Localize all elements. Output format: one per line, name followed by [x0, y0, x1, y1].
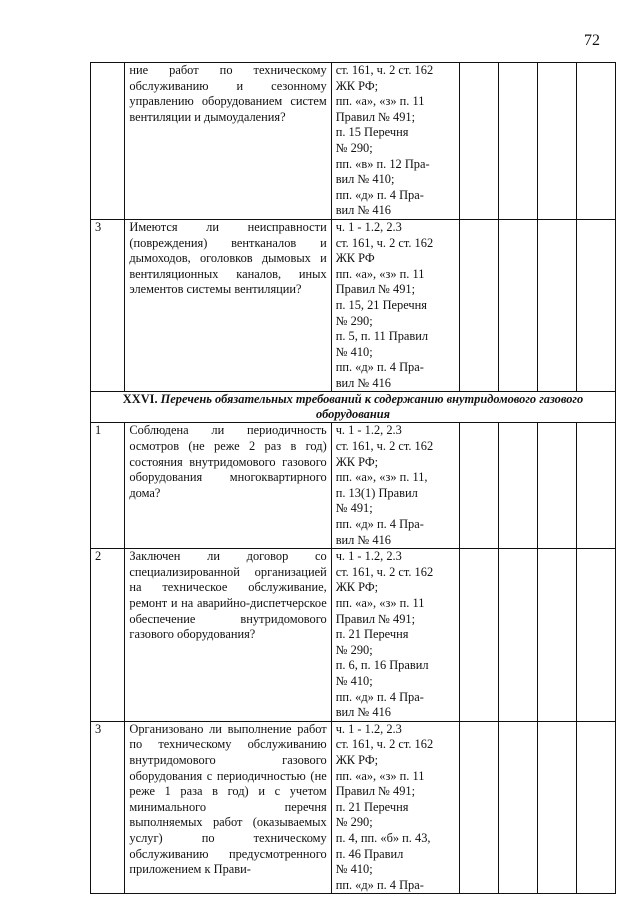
reference-line: ЖК РФ;	[335, 454, 379, 469]
reference-line: п. 21 Перечня	[335, 799, 409, 814]
answer-yes-cell	[460, 219, 499, 392]
row-number: 3	[91, 219, 125, 392]
reference-line: пп. «а», «з» п. 11	[335, 266, 425, 281]
answer-no-cell	[499, 63, 538, 220]
table-row	[91, 63, 616, 220]
reference-line: пп. «д» п. 4 Пра-	[335, 877, 424, 892]
notes-cell	[576, 219, 615, 392]
section-title	[91, 392, 616, 423]
reference-line: пп. «а», «з» п. 11	[335, 596, 425, 610]
legal-reference-cell	[331, 423, 459, 549]
question-cell: ние работ по техническому обслуживанию и сезонному управлению оборудованием систем вентиляции и дымоудаления?	[125, 63, 331, 220]
reference-line: п. 5, п. 11 Правил	[335, 329, 429, 344]
legal-reference-cell	[331, 721, 459, 894]
notes-cell	[576, 721, 615, 894]
row-number: 3	[91, 721, 125, 894]
reference-line: Правил № 491;	[335, 109, 416, 124]
answer-no-cell	[499, 549, 538, 722]
reference-line: ч. 1 - 1.2, 2.3	[335, 219, 402, 234]
section-roman-numeral: XXVI.	[122, 392, 158, 407]
reference-line: Правил № 491;	[335, 282, 416, 297]
table-row	[91, 549, 616, 722]
reference-line: № 290;	[335, 313, 373, 328]
reference-line: пп. «д» п. 4 Пра-	[335, 360, 424, 375]
reference-line: Правил № 491;	[335, 784, 416, 799]
reference-line: п. 15 Перечня	[335, 125, 409, 140]
reference-line: ст. 161, ч. 2 ст. 162	[335, 63, 434, 77]
reference-line: ЖК РФ;	[335, 78, 379, 93]
answer-na-cell	[538, 721, 577, 894]
reference-line: вил № 410;	[335, 172, 395, 187]
reference-line: пп. «а», «з» п. 11	[335, 94, 425, 109]
legal-reference-cell	[331, 63, 459, 220]
reference-line: Правил № 491;	[335, 611, 416, 626]
reference-line: пп. «д» п. 4 Пра-	[335, 517, 424, 532]
answer-na-cell	[538, 423, 577, 549]
row-number	[91, 63, 125, 220]
answer-yes-cell	[460, 423, 499, 549]
question-cell: Организовано ли выполнение работ по техническому обслуживанию внутридомового газового оборудования с периодичностью (не реже 1 раза в год) и с учетом минимального перечня выполняемых работ (оказываемых услуг) по техническому обслуживанию предусмотренного приложением к Прави-	[125, 721, 331, 894]
reference-line: № 290;	[335, 140, 373, 155]
reference-line: ЖК РФ	[335, 251, 375, 266]
notes-cell	[576, 549, 615, 722]
question-cell: Соблюдена ли периодичность осмотров (не реже 2 раз в год) состояния внутридомового газового оборудования многоквартирного дома?	[125, 423, 331, 549]
reference-line: вил № 416	[335, 532, 391, 547]
reference-line: п. 4, пп. «б» п. 43,	[335, 830, 431, 845]
reference-line: пп. «д» п. 4 Пра-	[335, 689, 424, 704]
table-row	[91, 219, 616, 392]
reference-line: ст. 161, ч. 2 ст. 162	[335, 564, 434, 579]
reference-line: № 410;	[335, 862, 373, 877]
answer-no-cell	[499, 721, 538, 894]
requirements-table	[90, 62, 616, 894]
reference-line: № 410;	[335, 344, 373, 359]
reference-line: ч. 1 - 1.2, 2.3	[335, 549, 402, 564]
notes-cell	[576, 423, 615, 549]
reference-line: п. 6, п. 16 Правил	[335, 658, 429, 673]
reference-line: ст. 161, ч. 2 ст. 162	[335, 737, 434, 752]
answer-na-cell	[538, 63, 577, 220]
reference-line: вил № 416	[335, 203, 391, 218]
reference-line: ч. 1 - 1.2, 2.3	[335, 721, 402, 736]
reference-line: ст. 161, ч. 2 ст. 162	[335, 439, 434, 454]
reference-line: п. 15, 21 Перечня	[335, 297, 427, 312]
answer-yes-cell	[460, 549, 499, 722]
reference-line: пп. «а», «з» п. 11	[335, 768, 425, 783]
reference-line: п. 46 Правил	[335, 846, 404, 861]
answer-no-cell	[499, 219, 538, 392]
reference-line: № 290;	[335, 642, 373, 657]
answer-yes-cell	[460, 63, 499, 220]
section-header-row	[91, 392, 616, 423]
answer-yes-cell	[460, 721, 499, 894]
reference-line: ст. 161, ч. 2 ст. 162	[335, 235, 434, 250]
notes-cell	[576, 63, 615, 220]
reference-line: вил № 416	[335, 705, 391, 720]
reference-line: пп. «а», «з» п. 11,	[335, 470, 428, 485]
reference-line: пп. «д» п. 4 Пра-	[335, 187, 424, 202]
reference-line: № 290;	[335, 815, 373, 830]
table-row	[91, 423, 616, 549]
reference-line: № 491;	[335, 501, 373, 516]
row-number: 1	[91, 423, 125, 549]
reference-line: п. 21 Перечня	[335, 627, 409, 642]
question-cell: Имеются ли неисправности (повреждения) вентканалов и дымоходов, оголовков дымовых и вентиляционных каналов, иных элементов системы вентиляции?	[125, 219, 331, 392]
section-title-text: Перечень обязательных требований к содержанию внутридомового газового оборудования	[160, 392, 584, 422]
reference-line: пп. «в» п. 12 Пра-	[335, 156, 430, 171]
reference-line: ч. 1 - 1.2, 2.3	[335, 423, 402, 438]
page-number: 72	[584, 32, 600, 49]
answer-na-cell	[538, 549, 577, 722]
reference-line: № 410;	[335, 673, 373, 688]
reference-line: ЖК РФ;	[335, 752, 379, 767]
reference-line: п. 13(1) Правил	[335, 485, 418, 500]
row-number: 2	[91, 549, 125, 722]
table-row	[91, 721, 616, 894]
legal-reference-cell	[331, 549, 459, 722]
question-cell: Заключен ли договор со специализированной организацией на техническое обслуживание, ремонт и на аварийно-диспетчерское обеспечение внутридомового газового оборудования?	[125, 549, 331, 722]
reference-line: вил № 416	[335, 375, 391, 390]
answer-no-cell	[499, 423, 538, 549]
legal-reference-cell	[331, 219, 459, 392]
reference-line: ЖК РФ;	[335, 580, 379, 595]
answer-na-cell	[538, 219, 577, 392]
